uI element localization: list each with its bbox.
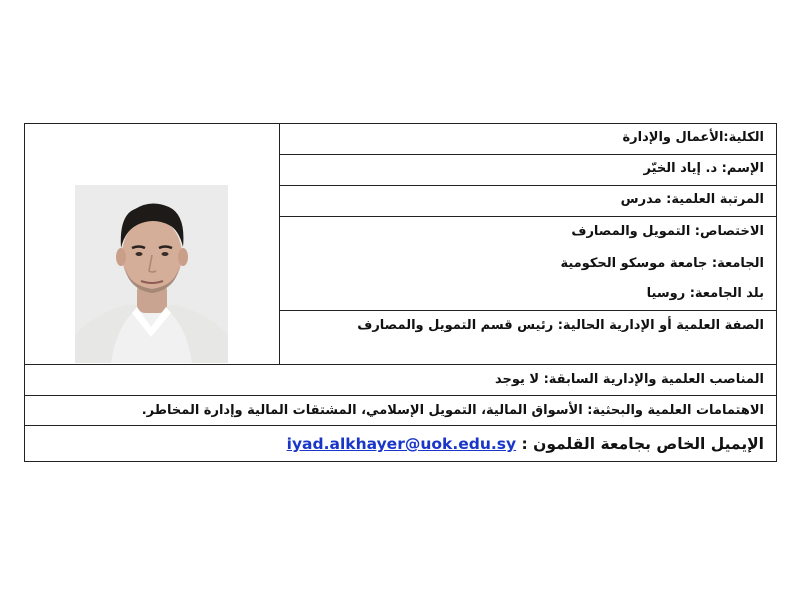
portrait-image bbox=[75, 185, 228, 363]
university-country-field: بلد الجامعة: روسيا bbox=[646, 286, 764, 301]
university-field: الجامعة: جامعة موسكو الحكومية bbox=[560, 256, 764, 271]
profile-photo bbox=[75, 185, 228, 363]
current-position-field: الصفة العلمية أو الإدارية الحالية: رئيس قسم التمويل والمصارف bbox=[357, 318, 764, 333]
research-interests-field: الاهتمامات العلمية والبحثية: الأسواق المالية، التمويل الإسلامي، المشتقات المالية وإدارة المخاطر. bbox=[141, 403, 764, 418]
profile-table bbox=[24, 123, 777, 462]
row-divider bbox=[279, 310, 776, 311]
academic-rank-field: المرتبة العلمية: مدرس bbox=[620, 192, 764, 207]
faculty-field: الكلية:الأعمال والإدارة bbox=[622, 130, 764, 145]
email-link[interactable]: iyad.alkhayer@uok.edu.sy bbox=[286, 435, 517, 453]
row-divider bbox=[25, 364, 776, 365]
name-field: الإسم: د. إياد الخيّر bbox=[643, 161, 764, 176]
specialization-field: الاختصاص: التمويل والمصارف bbox=[571, 224, 764, 239]
email-label: الإيميل الخاص بجامعة القلمون : bbox=[521, 435, 764, 453]
row-divider bbox=[279, 154, 776, 155]
previous-positions-field: المناصب العلمية والإدارية السابقة: لا يوجد bbox=[494, 372, 764, 387]
row-divider bbox=[25, 395, 776, 396]
column-divider bbox=[279, 124, 280, 364]
email-row bbox=[287, 433, 764, 455]
row-divider bbox=[25, 425, 776, 426]
row-divider bbox=[279, 216, 776, 217]
row-divider bbox=[279, 185, 776, 186]
